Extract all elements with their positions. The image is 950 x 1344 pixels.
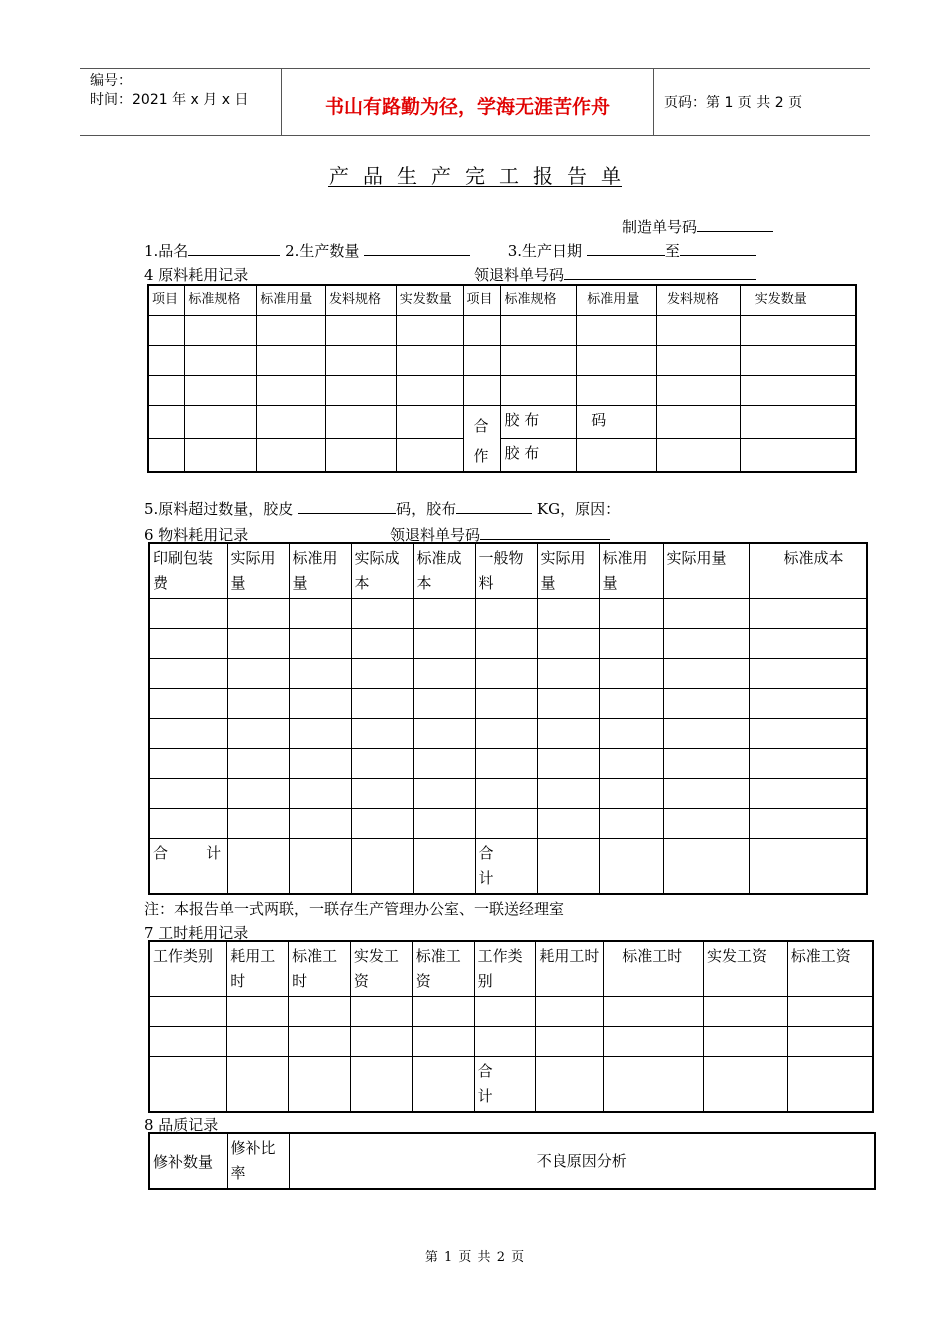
table-row [149, 941, 873, 997]
section6-picking-label: 领退料单号码 [390, 526, 481, 544]
labor-hours-table [148, 940, 874, 1113]
table-row [149, 997, 873, 1027]
table-row [149, 659, 867, 689]
table-row [149, 629, 867, 659]
section7-label: 7 工时耗用记录 [144, 924, 249, 942]
section8-label: 8 品质记录 [144, 1116, 219, 1134]
jiaobu-label: 胶 布 [501, 438, 577, 471]
product-line [144, 240, 756, 261]
section6-label: 6 物料耗用记录 [144, 526, 249, 544]
header-cell: 标准用量 [577, 285, 657, 315]
header-cell: 标准用量 [257, 285, 326, 315]
header-cell: 实际用量 [227, 543, 289, 599]
table-row [148, 315, 856, 345]
date-to-label: 至 [664, 242, 680, 260]
header-cell: 印刷包装费 [149, 543, 227, 599]
header-cell: 工作类别 [149, 941, 227, 997]
date-label: 3.生产日期 [507, 242, 583, 260]
header-cell: 实际成本 [351, 543, 413, 599]
table-row [148, 285, 856, 315]
header-cell: 标准用量 [289, 543, 351, 599]
quality-table [148, 1132, 876, 1190]
order-number-line [622, 216, 773, 237]
ma-label: 码 [577, 405, 657, 438]
total-right-label: 合计 [475, 839, 537, 895]
section4-picking-blank[interactable] [564, 266, 756, 280]
header-cell: 标准工时 [604, 941, 704, 997]
table-row [148, 345, 856, 375]
header-cell: 实发数量 [740, 285, 856, 315]
table-row [149, 1057, 873, 1113]
header-cell: 实发工资 [350, 941, 412, 997]
table-row [149, 1133, 875, 1189]
header-cell: 实发数量 [396, 285, 463, 315]
header-cell: 发料规格 [657, 285, 741, 315]
section5-text-c: KG，原因： [536, 500, 621, 518]
header-cell: 实际用量 [537, 543, 599, 599]
header-cell: 项目 [148, 285, 185, 315]
table-row [149, 839, 867, 895]
header-cell: 实发工资 [703, 941, 787, 997]
header-cell: 发料规格 [325, 285, 396, 315]
header-cell: 实际用量 [663, 543, 749, 599]
product-name-label: 1.品名 [144, 242, 189, 260]
header-cell: 耗用工时 [227, 941, 289, 997]
section6-picking-blank[interactable] [480, 526, 610, 540]
header-cell: 标准成本 [749, 543, 867, 599]
total-left-label: 合 计 [149, 839, 227, 895]
header-cell: 标准规格 [501, 285, 577, 315]
header-cell: 标准规格 [185, 285, 257, 315]
header-page-info: 页码：第 1 页 共 2 页 [664, 95, 803, 111]
section4-label: 4 原料耗用记录 [144, 266, 249, 284]
section4-picking-label: 领退料单号码 [474, 266, 565, 284]
document-header [80, 68, 870, 136]
order-number-label: 制造单号码 [622, 218, 698, 236]
quantity-label: 2.生产数量 [285, 242, 360, 260]
header-bianhao: 编号： [90, 73, 132, 89]
header-cell: 标准工资 [787, 941, 873, 997]
section5-skin-blank[interactable] [298, 500, 396, 514]
header-time: 时间：2021 年 x 月 x 日 [90, 92, 249, 108]
table-row [149, 779, 867, 809]
quantity-blank[interactable] [364, 242, 470, 256]
header-meta [80, 69, 282, 135]
header-cell: 标准工时 [289, 941, 351, 997]
table-row [149, 719, 867, 749]
table-row [149, 543, 867, 599]
order-number-blank[interactable] [697, 218, 773, 232]
material-usage-table [148, 542, 868, 895]
section5-text-a: 5.原料超过数量，胶皮 [144, 500, 294, 518]
table-row [149, 809, 867, 839]
page-title: 产品生产完工报告单 [329, 164, 635, 188]
raw-material-table [147, 284, 857, 473]
zuo-label: 作 [473, 446, 489, 465]
header-cell: 修补数量 [149, 1133, 227, 1189]
table-row [148, 438, 856, 471]
header-cell: 标准成本 [413, 543, 475, 599]
title-underline [328, 186, 622, 187]
he-label: 合 [473, 416, 489, 435]
header-cell: 修补比率 [227, 1133, 289, 1189]
he-zuo-cell [463, 405, 501, 472]
header-cell: 标准用量 [599, 543, 663, 599]
page-footer: 第 1 页 共 2 页 [424, 1250, 526, 1265]
header-cell: 项目 [463, 285, 501, 315]
section5-cloth-blank[interactable] [456, 500, 532, 514]
header-cell: 标准工资 [412, 941, 474, 997]
table-row [149, 1027, 873, 1057]
jiaobu-ma-label: 胶 布 [501, 405, 577, 438]
section5-line [144, 498, 620, 519]
table-row [149, 749, 867, 779]
header-motto: 书山有路勤为径，学海无涯苦作舟 [282, 69, 654, 135]
section5-text-b: 码，胶布 [396, 500, 457, 518]
table-row [148, 405, 856, 438]
labor-total-label: 合计 [474, 1057, 536, 1113]
header-cell: 耗用工时 [536, 941, 604, 997]
header-cell: 工作类别 [474, 941, 536, 997]
table-row [149, 689, 867, 719]
header-cell: 不良原因分析 [289, 1133, 875, 1189]
table-row [149, 599, 867, 629]
header-cell: 一般物料 [475, 543, 537, 599]
date-to-blank[interactable] [680, 242, 756, 256]
section4-picking [474, 264, 756, 285]
date-from-blank[interactable] [587, 242, 665, 256]
note: 注：本报告单一式两联，一联存生产管理办公室、一联送经理室 [144, 900, 565, 918]
product-name-blank[interactable] [188, 242, 280, 256]
table-row [148, 375, 856, 405]
